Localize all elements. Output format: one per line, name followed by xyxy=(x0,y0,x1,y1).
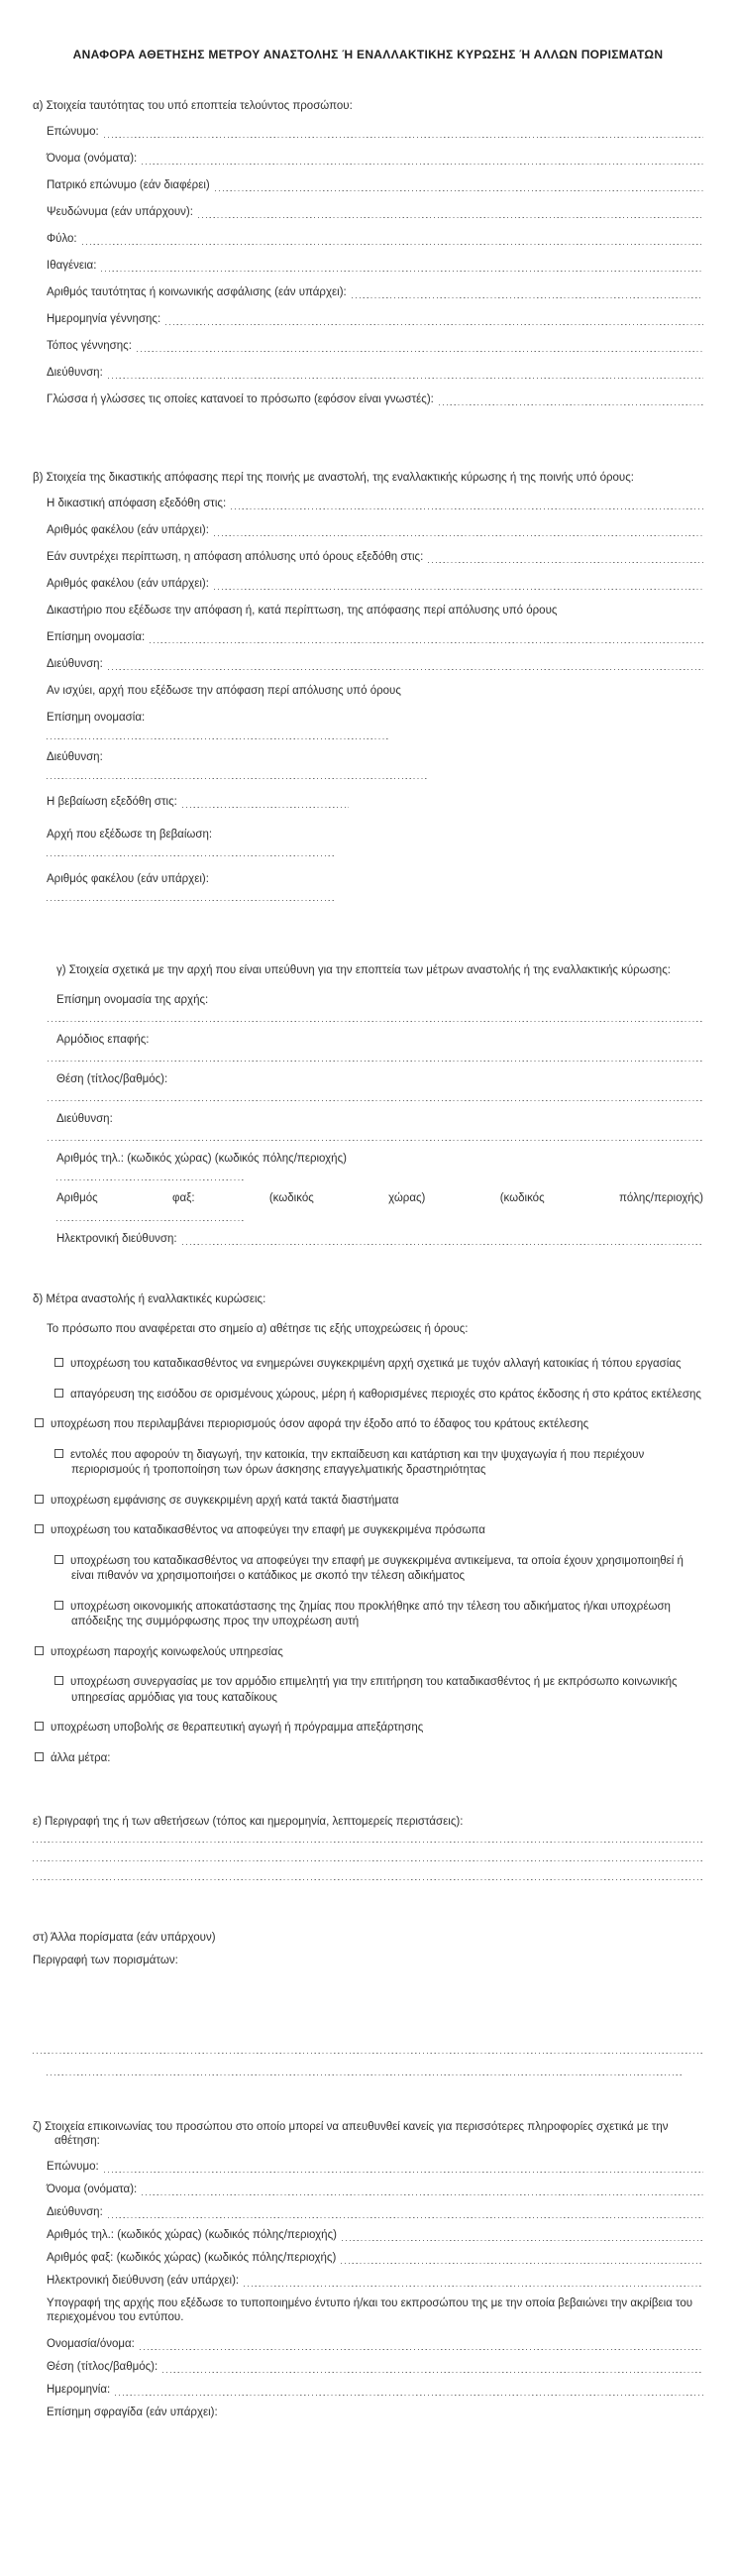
address-c-fill-line[interactable] xyxy=(48,1139,703,1141)
judgment-date-label: Η δικαστική απόφαση εξεδόθη στις: xyxy=(47,498,227,509)
release-decision-fill-line[interactable] xyxy=(428,552,703,563)
surname-g-fill-line[interactable] xyxy=(104,2162,703,2173)
tel-g-fill-line[interactable] xyxy=(342,2230,703,2241)
checkbox-label: υποχρέωση υποβολής σε θεραπευτική αγωγή ή πρόγραμμα απεξάρτησης xyxy=(51,1722,424,1734)
field-row-official-name-1 xyxy=(47,630,703,644)
field-row-email-g xyxy=(47,2274,703,2288)
official-name-2-fill-line[interactable] xyxy=(47,737,388,739)
checkbox[interactable] xyxy=(35,1418,44,1427)
position-c-label: Θέση (τίτλος/βαθμός): xyxy=(56,1073,168,1085)
languages-label: Γλώσσα ή γλώσσες τις οποίες κατανοεί το πρόσωπο (εφόσον είναι γνωστές): xyxy=(47,393,434,405)
fax-g-label: Αριθμός φαξ: (κωδικός χώρας) (κωδικός πόλης/περιοχής) xyxy=(47,2252,337,2264)
field-row-judgment-date xyxy=(47,497,703,510)
section-a-heading: α) Στοιχεία ταυτότητας του υπό εποπτεία τελούντος προσώπου: xyxy=(33,100,353,112)
court-intro-text: Δικαστήριο που εξέδωσε την απόφαση ή, κατά περίπτωση, της απόφασης περί απόλυσης υπό όρους xyxy=(47,605,558,616)
checkbox-label: υποχρέωση του καταδικασθέντος να αποφεύγει την επαφή με συγκεκριμένα αντικείμενα, τα οποία έχουν χρησιμοποιηθεί ή είναι πιθανόν να χρησιμοποιήσει ο κατάδικος με σκοπό την τέλεση αδικήματος xyxy=(70,1554,684,1582)
address-g-label: Διεύθυνση: xyxy=(47,2206,103,2218)
checkbox-label: άλλα μέτρα: xyxy=(51,1751,111,1764)
file-number-3-label: Αριθμός φακέλου (εάν υπάρχει): xyxy=(47,873,209,885)
aliases-fill-line[interactable] xyxy=(198,207,703,218)
signature-note: Υπογραφή της αρχής που εξέδωσε το τυποποιημένο έντυπο ή/και του εκπροσώπου της με την οποία βεβαιώνει την ακρίβεια του περιεχομένου του εντύπου. xyxy=(47,2297,693,2323)
tel-g-label: Αριθμός τηλ.: (κωδικός χώρας) (κωδικός πόλης/περιοχής) xyxy=(47,2229,337,2241)
address-a-label: Διεύθυνση: xyxy=(47,367,103,379)
address-b2-fill-line[interactable] xyxy=(47,777,429,779)
birth-date-fill-line[interactable] xyxy=(165,314,703,325)
email-g-fill-line[interactable] xyxy=(244,2276,703,2287)
field-row-languages xyxy=(47,392,703,406)
checkbox-item-community-service xyxy=(35,1645,703,1661)
field-row-signatory-name xyxy=(47,2337,703,2351)
fax-c-fill-line[interactable] xyxy=(56,1219,245,1221)
field-row-address-a xyxy=(47,366,703,380)
checkbox[interactable] xyxy=(35,1495,44,1504)
field-row-aliases xyxy=(47,205,703,219)
birth-place-fill-line[interactable] xyxy=(137,341,703,352)
signatory-name-fill-line[interactable] xyxy=(140,2339,703,2350)
spacer xyxy=(33,1781,703,1815)
tel-c-label: Αριθμός τηλ.: (κωδικός χώρας) (κωδικός πόλης/περιοχής) xyxy=(56,1153,347,1165)
checkbox[interactable] xyxy=(54,1449,63,1458)
checkbox[interactable] xyxy=(35,1524,44,1533)
contact-person-fill-line[interactable] xyxy=(48,1060,703,1062)
checkbox-item-change-of-residence xyxy=(54,1357,703,1373)
certificate-date-fill-line[interactable] xyxy=(182,797,349,808)
given-names-g-label: Όνομα (ονόματα): xyxy=(47,2184,138,2195)
certificate-authority-fill-line[interactable] xyxy=(47,854,335,856)
field-row-release-decision xyxy=(47,550,703,564)
checkbox-item-entry-prohibition xyxy=(54,1388,703,1403)
authority-name-fill-line[interactable] xyxy=(48,1020,703,1022)
tel-c-fill-line[interactable] xyxy=(56,1178,245,1180)
given-names-g-fill-line[interactable] xyxy=(142,2184,703,2195)
email-c-label: Ηλεκτρονική διεύθυνση: xyxy=(56,1233,177,1245)
address-b1-label: Διεύθυνση: xyxy=(47,658,103,670)
checkbox-label: υποχρέωση εμφάνισης σε συγκεκριμένη αρχή κατά τακτά διαστήματα xyxy=(51,1494,399,1507)
file-number-1-fill-line[interactable] xyxy=(214,525,703,536)
fax-c-label: Αριθμός φαξ: (κωδικός χώρας) (κωδικός πόλης/περιοχής) xyxy=(56,1192,703,1204)
section-g-heading: ζ) Στοιχεία επικοινωνίας του προσώπου στο οποίο μπορεί να απευθυνθεί κανείς για περισσότερες πληροφορίες σχετικά με την αθέτηση: xyxy=(33,2121,669,2147)
nationality-label: Ιθαγένεια: xyxy=(47,260,97,272)
field-row-nationality xyxy=(47,259,703,273)
section-d-heading: δ) Μέτρα αναστολής ή εναλλακτικές κυρώσεις: xyxy=(33,1293,266,1305)
official-stamp-label: Επίσημη σφραγίδα (εάν υπάρχει): xyxy=(47,2407,218,2418)
checkbox-item-cooperate-probation-officer xyxy=(54,1675,703,1706)
surname-g-label: Επώνυμο: xyxy=(47,2161,99,2173)
field-row-fax-g xyxy=(47,2251,703,2265)
spacer xyxy=(33,1349,703,1357)
checkbox-item-avoid-contact-objects xyxy=(54,1554,703,1585)
field-row-birth-date xyxy=(47,312,703,326)
birth-place-label: Τόπος γέννησης: xyxy=(47,340,132,352)
description-of-breaches-area xyxy=(33,1841,703,1880)
file-number-3-fill-line[interactable] xyxy=(47,899,335,901)
findings-line-1[interactable] xyxy=(33,2052,703,2054)
section-f-heading: στ) Άλλα πορίσματα (εάν υπάρχουν) xyxy=(33,1932,216,1944)
checkbox[interactable] xyxy=(35,1646,44,1655)
document-title: ΑΝΑΦΟΡΑ ΑΘΕΤΗΣΗΣ ΜΕΤΡΟΥ ΑΝΑΣΤΟΛΗΣ Ή ΕΝΑΛΛΑΚΤΙΚΗΣ ΚΥΡΩΣΗΣ Ή ΑΛΛΩΝ ΠΟΡΙΣΜΑΤΩΝ xyxy=(72,48,664,61)
official-name-1-label: Επίσημη ονομασία: xyxy=(47,631,146,643)
checkbox-label: υποχρέωση του καταδικασθέντος να αποφεύγει την επαφή με συγκεκριμένα πρόσωπα xyxy=(51,1524,485,1536)
position-c-fill-line[interactable] xyxy=(48,1099,703,1101)
checkbox-label: υποχρέωση παροχής κοινωφελούς υπηρεσίας xyxy=(51,1645,283,1658)
authority-name-label: Επίσημη ονομασία της αρχής: xyxy=(56,994,209,1006)
surname-label: Επώνυμο: xyxy=(47,126,99,138)
checkbox-label: υποχρέωση συνεργασίας με τον αρμόδιο επιμελητή για την επιτήρηση του καταδικασθέντος ή με εκπρόσωπο κοινωνικής υπηρεσίας αρμόδιας για τους καταδίκους xyxy=(70,1676,678,1704)
section-b-heading: β) Στοιχεία της δικαστικής απόφασης περί της ποινής με αναστολή, της εναλλακτικής κύρωσης ή της ποινής υπό όρους: xyxy=(33,472,634,484)
signature-date-fill-line[interactable] xyxy=(115,2385,703,2396)
checkbox[interactable] xyxy=(35,1752,44,1761)
spacer xyxy=(33,912,703,963)
given-names-label: Όνομα (ονόματα): xyxy=(47,153,138,165)
checkbox-label: απαγόρευση της εισόδου σε ορισμένους χώρους, μέρη ή καθορισμένες περιοχές στο κράτος έκδοσης ή στο κράτος εκτέλεσης xyxy=(70,1388,701,1400)
field-row-signature-date xyxy=(47,2383,703,2397)
birth-date-label: Ημερομηνία γέννησης: xyxy=(47,313,161,325)
field-row-birth-place xyxy=(47,339,703,353)
checkbox-item-compensate-damage xyxy=(54,1600,703,1630)
checkbox-label: υποχρέωση οικονομικής αποκατάστασης της ζημίας που προκλήθηκε από την τέλεση του αδικήματος ή/και υποχρέωση απόδειξης της συμμόρφωσης προς την υποχρέωση αυτή xyxy=(70,1600,671,1627)
file-number-1-label: Αριθμός φακέλου (εάν υπάρχει): xyxy=(47,524,209,536)
field-row-tel-g xyxy=(47,2228,703,2242)
spacer xyxy=(33,1897,703,1931)
checkbox-label: εντολές που αφορούν τη διαγωγή, την κατοικία, την εκπαίδευση και κατάρτιση και την ψυχαγωγία ή που περιέχουν περιορισμούς ή τροποποίηση των όρων άσκησης επαγγελματικής δραστηριότητας xyxy=(70,1448,645,1476)
certificate-date-label: Η βεβαίωση εξεδόθη στις: xyxy=(47,796,177,808)
checkbox[interactable] xyxy=(54,1358,63,1367)
id-number-fill-line[interactable] xyxy=(352,287,703,298)
field-row-file-number-1 xyxy=(47,523,703,537)
spacer xyxy=(33,1259,703,1292)
field-row-file-number-2 xyxy=(47,577,703,591)
address-c-label: Διεύθυνση: xyxy=(56,1113,113,1125)
breach-description-line-3[interactable] xyxy=(33,1878,703,1880)
checkbox[interactable] xyxy=(54,1676,63,1685)
languages-fill-line[interactable] xyxy=(439,394,703,405)
checkbox-item-therapeutic-treatment xyxy=(35,1721,703,1736)
nationality-fill-line[interactable] xyxy=(101,261,703,272)
surname-fill-line[interactable] xyxy=(104,127,703,138)
fax-g-fill-line[interactable] xyxy=(341,2253,703,2264)
checkbox-item-behaviour-instructions xyxy=(54,1448,703,1479)
breach-description-line-2[interactable] xyxy=(33,1859,703,1861)
field-row-surname-g xyxy=(47,2160,703,2174)
field-row-signatory-position xyxy=(47,2360,703,2374)
field-row-email-c xyxy=(56,1232,703,1246)
spacer xyxy=(33,1980,703,2052)
field-row-surname xyxy=(47,125,703,139)
field-row-id-number xyxy=(47,285,703,299)
authority-intro-text: Αν ισχύει, αρχή που εξέδωσε την απόφαση περί απόλυσης υπό όρους xyxy=(47,685,401,697)
checkbox[interactable] xyxy=(35,1722,44,1731)
checkbox-label: υποχρέωση που περιλαμβάνει περιορισμούς όσον αφορά την έξοδο από το έδαφος του κράτους εκτέλεσης xyxy=(51,1418,589,1430)
address-g-fill-line[interactable] xyxy=(108,2207,703,2218)
section-e-heading: ε) Περιγραφή της ή των αθετήσεων (τόπος και ημερομηνία, λεπτομερείς περιστάσεις): xyxy=(33,1816,464,1828)
signature-date-label: Ημερομηνία: xyxy=(47,2384,111,2396)
field-row-given-names xyxy=(47,152,703,166)
checkbox-item-leaving-territory xyxy=(35,1417,703,1433)
field-row-address-b1 xyxy=(47,657,703,671)
checkbox-item-avoid-contact-persons xyxy=(35,1523,703,1539)
file-number-2-label: Αριθμός φακέλου (εάν υπάρχει): xyxy=(47,578,209,590)
paternal-surname-fill-line[interactable] xyxy=(215,180,703,191)
checkbox-item-report-to-authority xyxy=(35,1494,703,1510)
email-c-fill-line[interactable] xyxy=(182,1234,703,1245)
given-names-fill-line[interactable] xyxy=(142,154,703,165)
certificate-authority-label: Αρχή που εξέδωσε τη βεβαίωση: xyxy=(47,829,213,840)
breach-description-line-1[interactable] xyxy=(33,1841,703,1843)
checkbox[interactable] xyxy=(54,1601,63,1610)
checkbox-item-other-measures xyxy=(35,1751,703,1767)
findings-line-2[interactable] xyxy=(47,2073,684,2075)
section-f-subheading: Περιγραφή των πορισμάτων: xyxy=(33,1955,178,1966)
aliases-label: Ψευδώνυμα (εάν υπάρχουν): xyxy=(47,206,193,218)
checkbox[interactable] xyxy=(54,1389,63,1398)
spacer xyxy=(33,419,703,471)
judgment-date-fill-line[interactable] xyxy=(231,499,703,509)
field-row-certificate-date xyxy=(47,795,349,809)
file-number-2-fill-line[interactable] xyxy=(214,579,703,590)
paternal-surname-label: Πατρικό επώνυμο (εάν διαφέρει) xyxy=(47,179,210,191)
official-name-1-fill-line[interactable] xyxy=(150,632,703,643)
signatory-name-label: Ονομασία/όνομα: xyxy=(47,2338,135,2350)
signatory-position-fill-line[interactable] xyxy=(162,2362,703,2373)
checkbox[interactable] xyxy=(54,1555,63,1564)
field-row-given-names-g xyxy=(47,2183,703,2196)
field-row-address-g xyxy=(47,2205,703,2219)
sex-label: Φύλο: xyxy=(47,233,77,245)
field-row-sex xyxy=(47,232,703,246)
address-b1-fill-line[interactable] xyxy=(108,659,703,670)
spacer xyxy=(33,2086,703,2120)
address-b2-label: Διεύθυνση: xyxy=(47,751,103,763)
checkbox-label: υποχρέωση του καταδικασθέντος να ενημερώνει συγκεκριμένη αρχή σχετικά με τυχόν αλλαγή κατοικίας ή τόπου εργασίας xyxy=(70,1358,682,1370)
official-name-2-label: Επίσημη ονομασία: xyxy=(47,712,146,724)
id-number-label: Αριθμός ταυτότητας ή κοινωνικής ασφάλισης (εάν υπάρχει): xyxy=(47,286,347,298)
address-a-fill-line[interactable] xyxy=(108,368,703,379)
signatory-position-label: Θέση (τίτλος/βαθμός): xyxy=(47,2361,158,2373)
sex-fill-line[interactable] xyxy=(82,234,703,245)
field-row-paternal-surname xyxy=(47,178,703,192)
email-g-label: Ηλεκτρονική διεύθυνση (εάν υπάρχει): xyxy=(47,2275,240,2287)
section-d-intro: Το πρόσωπο που αναφέρεται στο σημείο α) αθέτησε τις εξής υποχρεώσεις ή όρους: xyxy=(47,1323,469,1335)
section-c-heading: γ) Στοιχεία σχετικά με την αρχή που είναι υπεύθυνη για την εποπτεία των μέτρων αναστολής ή της εναλλακτικής κύρωσης: xyxy=(56,964,671,976)
contact-person-label: Αρμόδιος επαφής: xyxy=(56,1034,150,1046)
release-decision-label: Εάν συντρέχει περίπτωση, η απόφαση απόλυσης υπό όρους εξεδόθη στις: xyxy=(47,551,424,563)
